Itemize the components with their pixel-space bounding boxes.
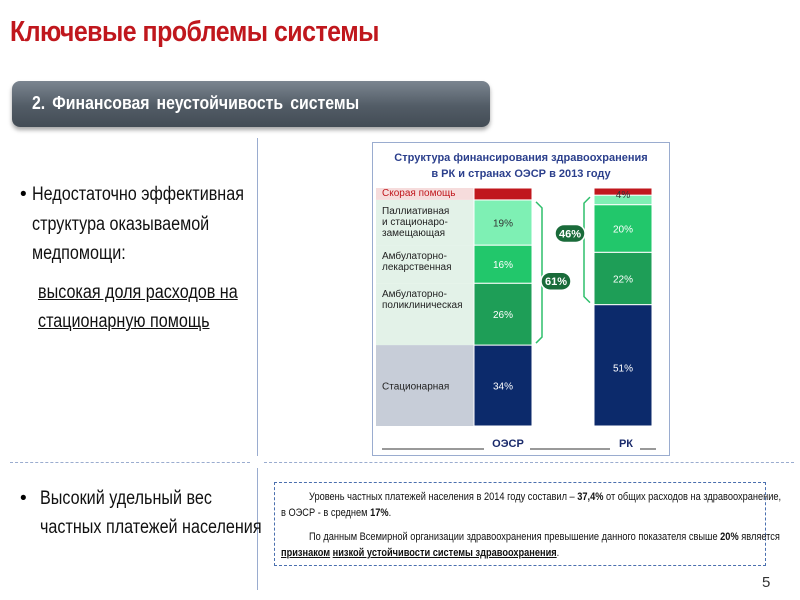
section-banner-label: 2. Финансовая неустойчивость системы: [32, 93, 360, 113]
category-label: РК: [618, 438, 634, 450]
note-text: в ОЭСР - в среднем: [281, 507, 371, 519]
legend-label: лекарственная: [382, 262, 452, 274]
bar-value-label: 22%: [612, 274, 634, 286]
note-paragraph-2-line-2: [281, 547, 559, 559]
legend-label: Паллиативная: [382, 205, 450, 217]
legend-label: Скорая помощь: [382, 188, 456, 199]
financing-structure-chart: [372, 142, 670, 456]
note-paragraph-1-line-2: [281, 507, 391, 519]
legend-label: замещающая: [382, 227, 446, 239]
note-text: .: [556, 547, 560, 559]
bar-value-label: 19%: [492, 218, 514, 230]
bullet-1-line-1: Недостаточно эффективная: [32, 184, 244, 205]
legend-label: поликлиническая: [382, 300, 463, 312]
bullet-dot: •: [20, 488, 27, 509]
bar-value-label: 16%: [492, 260, 514, 272]
bar-value-label: 4%: [615, 189, 631, 201]
bullet-1-line-2: структура оказываемой: [32, 214, 210, 235]
section-banner: [12, 81, 490, 127]
category-label: ОЭСР: [492, 438, 524, 450]
note-highlight-value: 20%: [720, 531, 739, 543]
bar-value-label: 34%: [492, 381, 514, 393]
note-text: является: [738, 531, 780, 543]
note-emphasis: низкой устойчивости системы здравоохранения: [332, 547, 557, 559]
note-highlight-value: 37,4%: [577, 491, 604, 503]
bar-value-label: 51%: [612, 363, 634, 375]
legend-label: Амбулаторно-: [382, 251, 447, 263]
note-box: [274, 482, 782, 566]
bullet-1-line-3: медпомощи:: [32, 243, 126, 264]
annotation-label: 61%: [544, 276, 568, 289]
note-text: По данным Всемирной организации здравоохранения превышение данного показателя свыше: [309, 531, 721, 543]
bullet-2-line-2: частных платежей населения: [40, 517, 262, 538]
legend-label: Амбулаторно-: [382, 289, 447, 301]
legend-label: Стационарная: [382, 381, 450, 393]
legend-label: и стационаро-: [382, 216, 448, 228]
bar-value-label: 26%: [492, 310, 514, 322]
divider-vertical-top: [257, 138, 258, 456]
annotation-label: 46%: [558, 228, 582, 241]
chart-title-line-1: Структура финансирования здравоохранения: [394, 152, 648, 164]
note-text: .: [388, 507, 392, 519]
note-emphasis: признаком: [281, 547, 331, 559]
page-title: Ключевые проблемы системы: [10, 16, 379, 48]
bullet-1-sub-line-2: стационарную помощь: [38, 311, 210, 332]
page-number: 5: [762, 574, 771, 591]
note-paragraph-2-line-1: [309, 531, 780, 543]
divider-horizontal-right: [264, 462, 794, 463]
bullet-2-line-1: Высокий удельный вес: [40, 488, 212, 509]
bar-segment: [474, 188, 532, 200]
note-text: от общих расходов на здравоохранение,: [603, 491, 782, 503]
note-paragraph-1-line-1: [309, 491, 781, 503]
note-text: Уровень частных платежей населения в 2014 году составил –: [309, 491, 578, 503]
bar-value-label: 20%: [612, 224, 634, 236]
chart-title-line-2: в РК и странах ОЭСР в 2013 году: [431, 168, 611, 180]
bullet-1-sub-line-1: высокая доля расходов на: [38, 282, 238, 303]
divider-horizontal-left: [10, 462, 250, 463]
bullet-dot: •: [20, 184, 27, 205]
note-highlight-value: 17%: [370, 507, 389, 519]
